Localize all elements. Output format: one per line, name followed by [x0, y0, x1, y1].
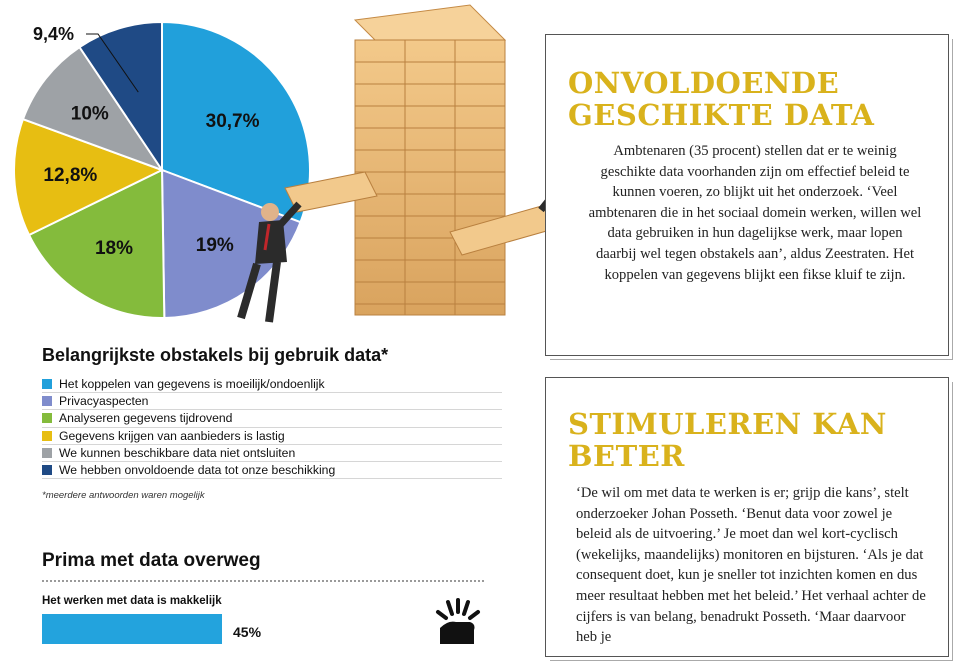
panel-title: ONVOLDOENDE GESCHIKTE DATA	[568, 66, 875, 132]
legend-item	[42, 428, 502, 445]
legend-swatch	[42, 431, 52, 441]
pie-slice-label: 30,7%	[205, 111, 260, 133]
divider	[42, 580, 484, 582]
info-panel	[545, 34, 949, 356]
pie-slice-label: 9,4%	[33, 24, 75, 44]
legend-swatch	[42, 396, 52, 406]
businessman-left-illustration	[241, 203, 299, 322]
legend-label: Analyseren gegevens tijdrovend	[59, 411, 233, 426]
pie-slice-label: 18%	[94, 238, 134, 260]
pie-slice-label: 12,8%	[43, 164, 98, 186]
legend-swatch	[42, 465, 52, 475]
legend-swatch	[42, 448, 52, 458]
legend-label: We kunnen beschikbare data niet ontsluiten	[59, 445, 296, 460]
footnote: *meerdere antwoorden waren mogelijk	[42, 490, 205, 501]
legend-item	[42, 393, 502, 410]
bar-category-label: Het werken met data is makkelijk	[42, 595, 222, 607]
legend-swatch	[42, 413, 52, 423]
bar-value-label: 45%	[233, 624, 262, 640]
legend-item	[42, 462, 502, 479]
pie-slice-label: 10%	[70, 103, 109, 125]
pie-legend	[42, 376, 502, 479]
panel-body: ‘De wil om met data te werken is er; grijp die kans’, stelt onderzoeker Johan Posseth. ‘Benut data voor zowel je beleid als de uitvoering.’ Je moet dan wel kort-cyclisch (wekelijks, maandelijks) monitoren en bijsturen. ‘Als je dat consequent doet, kun je sneller tot inzichten komen en dus meer resultaat hebben met het beleid.’ Het verhaal achter de cijfers is van belang, benadrukt Posseth. ‘Maar daarvoor heb je	[576, 485, 926, 646]
legend-item	[42, 410, 502, 427]
bar-chart-title: Prima met data overweg	[42, 550, 261, 571]
panel-title: STIMULEREN KAN BETER	[568, 407, 887, 473]
legend-item	[42, 376, 502, 393]
legend-label: Gegevens krijgen van aanbieders is lastig	[59, 428, 285, 443]
legend-item	[42, 445, 502, 462]
bar	[42, 614, 222, 644]
tower-blocks	[355, 5, 505, 315]
thumbs-up-icon	[430, 598, 490, 648]
legend-label: We hebben onvoldoende data tot onze beschikking	[59, 463, 336, 478]
legend-swatch	[42, 379, 52, 389]
pie-legend-title: Belangrijkste obstakels bij gebruik data*	[42, 345, 389, 365]
info-panel	[545, 377, 949, 657]
legend-label: Privacyaspecten	[59, 394, 149, 409]
pie-slice-label: 19%	[195, 235, 234, 257]
panel-body: Ambtenaren (35 procent) stellen dat er te weinig geschikte data voorhanden zijn om effectief beleid te kunnen voeren, zo blijkt uit het onderzoek. ‘Veel ambtenaren die in het sociaal domein werken, willen wel data gebruiken in hun dagelijkse werk, maar lopen daarbij wel tegen obstakels aan’, aldus Zeestraten. Het koppelen van gegevens blijkt een fikse kluif te zijn.	[588, 143, 922, 283]
legend-label: Het koppelen van gegevens is moeilijk/ondoenlijk	[59, 377, 325, 392]
